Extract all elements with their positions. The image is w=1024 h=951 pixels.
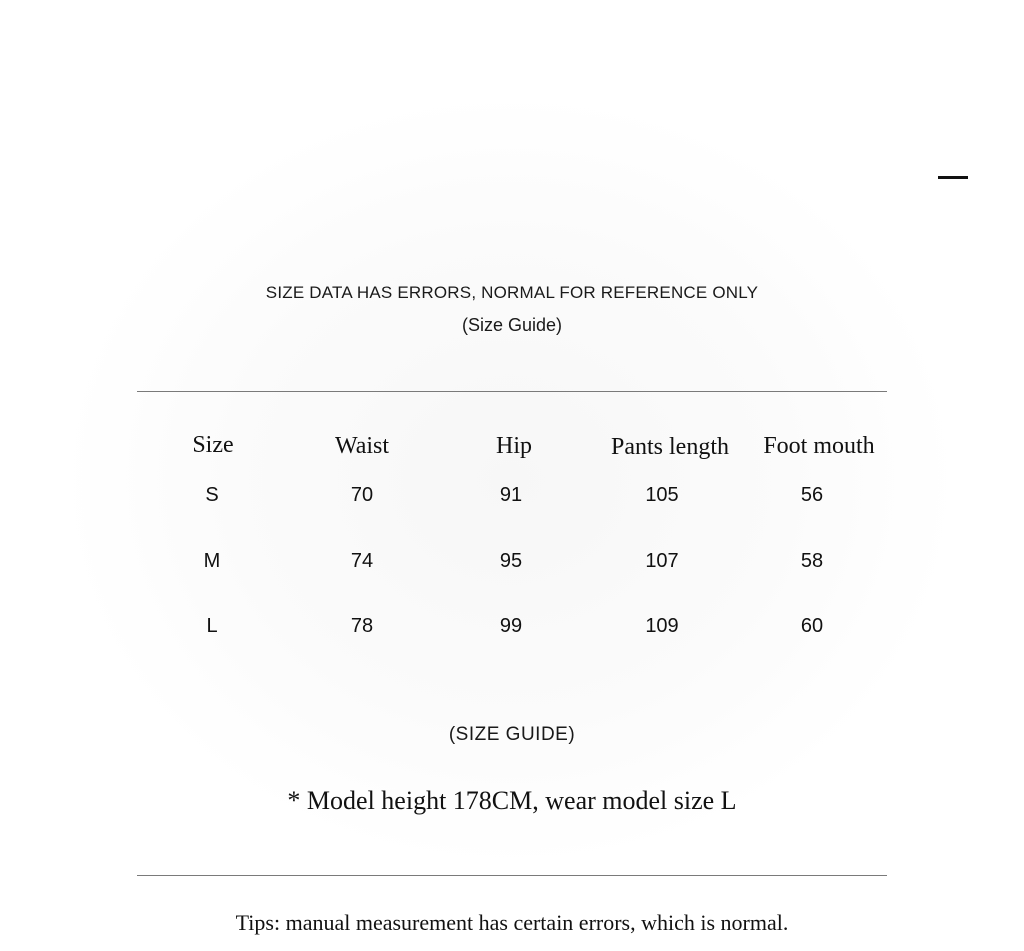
- table-cell: 70: [350, 484, 374, 506]
- model-height-note: * Model height 178CM, wear model size L: [287, 786, 737, 815]
- table-cell: 107: [645, 550, 679, 572]
- reference-notice: SIZE DATA HAS ERRORS, NORMAL FOR REFERENCE ONLY: [265, 283, 759, 302]
- tips-text: Tips: manual measurement has certain errors, which is normal.: [235, 910, 789, 935]
- background-glow: [70, 100, 950, 860]
- table-cell: 99: [499, 615, 523, 637]
- size-guide-label: (SIZE GUIDE): [448, 724, 576, 745]
- table-cell: 56: [800, 484, 824, 506]
- table-cell: 105: [645, 484, 679, 506]
- table-cell: M: [203, 550, 221, 572]
- table-cell: 58: [800, 550, 824, 572]
- table-cell: 78: [350, 615, 374, 637]
- size-guide-subtitle: (Size Guide): [461, 315, 563, 335]
- table-cell: 91: [499, 484, 523, 506]
- minus-icon: [938, 176, 968, 179]
- table-cell: 60: [800, 615, 824, 637]
- table-cell: 74: [350, 550, 374, 572]
- header-hip: Hip: [496, 433, 532, 459]
- table-cell: 95: [499, 550, 523, 572]
- header-size: Size: [192, 432, 234, 458]
- table-cell: L: [206, 615, 218, 637]
- bottom-divider: [137, 875, 887, 876]
- top-divider: [137, 391, 887, 392]
- header-pants-length: Pants length: [611, 434, 729, 460]
- header-foot-mouth: Foot mouth: [763, 433, 875, 459]
- table-cell: S: [205, 484, 219, 506]
- header-waist: Waist: [334, 433, 390, 459]
- table-cell: 109: [645, 615, 679, 637]
